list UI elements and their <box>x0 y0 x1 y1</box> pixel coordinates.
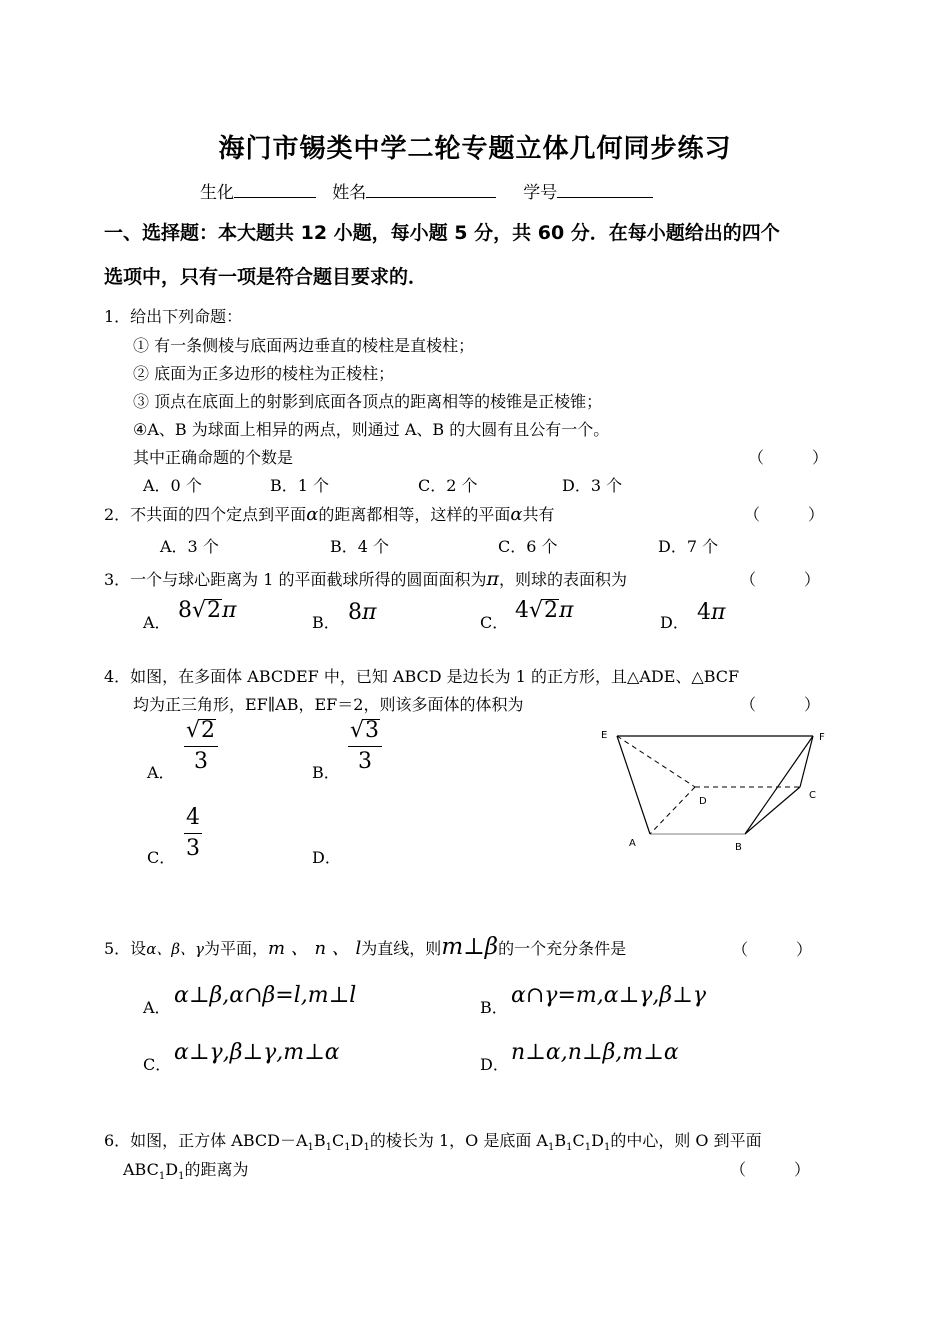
edge-da <box>650 787 695 834</box>
q6-sub-d1: 1 <box>363 1142 370 1154</box>
q3-rad-c: 2 <box>544 598 559 623</box>
q6-line1-a: 6．如图，正方体 ABCD－A <box>104 1131 308 1150</box>
q3-stem <box>104 567 627 590</box>
q6-letter-b2: B <box>554 1131 567 1150</box>
polyhedron-figure <box>595 722 840 852</box>
q6-letter-d: D <box>350 1131 364 1150</box>
q4-num-c: 4 <box>184 803 202 834</box>
q3-coef-d: 4 <box>697 600 711 625</box>
q3-option-a-expr: 8√2π <box>178 598 237 623</box>
page-title: 海门市锡类中学二轮专题立体几何同步练习 <box>218 134 732 164</box>
edge-fb <box>745 736 813 834</box>
q6-line1 <box>104 1128 762 1153</box>
q6-letter-c: C <box>332 1131 345 1150</box>
q4-num-a: 2 <box>201 718 216 743</box>
q1-ask: 其中正确命题的个数是 <box>133 448 294 467</box>
q2-option-d: D．7 个 <box>658 537 719 556</box>
q6-line2-b: 的距离为 <box>184 1160 249 1179</box>
number-label: 学号 <box>523 183 558 203</box>
q5-label-d: D． <box>480 1055 509 1074</box>
q4-den-b: 3 <box>358 749 373 774</box>
q4-frac-c <box>184 803 202 864</box>
edge-ed <box>617 736 695 787</box>
q6-letter-d3: D <box>165 1160 179 1179</box>
q6-letter-b: B <box>313 1131 326 1150</box>
fig-label-b: B <box>735 842 742 852</box>
class-blank <box>234 181 316 198</box>
q3-coef-a: 8 <box>178 598 192 623</box>
q5-lines: m 、 n 、 l <box>267 938 362 959</box>
q5-label-c: C． <box>143 1055 172 1074</box>
fig-label-d: D <box>699 796 707 807</box>
q1-option-d: D．3 个 <box>562 476 623 495</box>
q1-item-1: ① 有一条侧棱与底面两边垂直的棱柱是直棱柱； <box>133 336 475 355</box>
fig-label-e: E <box>601 730 608 741</box>
q3-paren: （ ） <box>740 570 821 589</box>
class-label: 生化 <box>200 183 234 203</box>
q3-rad-a: 2 <box>207 598 222 623</box>
q4-den-a: 3 <box>194 749 209 774</box>
q4-label-c: C． <box>147 848 176 867</box>
q3-label-c: C． <box>480 613 509 632</box>
q5-option-b: α∩γ=m,α⊥γ,β⊥γ <box>511 983 706 1008</box>
q6-sub-b1: 1 <box>325 1142 333 1154</box>
q4-frac-b: $\frac{√3}{3}$ <box>348 716 382 777</box>
q6-sub-d1b: 1 <box>603 1142 611 1154</box>
fig-label-c: C <box>809 790 816 801</box>
number-blank <box>557 181 653 198</box>
q6-paren: （ ） <box>730 1160 811 1179</box>
q6-sub-c1c: 1 <box>158 1171 166 1183</box>
q4-paren: （ ） <box>740 695 821 714</box>
q5-option-c: α⊥γ,β⊥γ,m⊥α <box>174 1040 340 1065</box>
q1-paren: （ ） <box>748 448 829 467</box>
q1-item-3: ③ 顶点在底面上的射影到底面各顶点的距离相等的棱锥是正棱锥； <box>133 392 603 411</box>
q4-label-a: A． <box>147 763 175 782</box>
q3-pi-a: π <box>222 598 237 623</box>
q2-stem-c: 共有 <box>522 505 555 524</box>
q5-label-a: A． <box>143 998 171 1017</box>
q3-coef-b: 8 <box>348 600 362 625</box>
q4-den-c: 3 <box>186 836 200 861</box>
q6-sub-a1b: 1 <box>547 1142 555 1154</box>
q5-option-a: α⊥β,α∩β=l,m⊥l <box>174 983 357 1008</box>
q4-num-b: 3 <box>365 718 380 743</box>
q2-paren: （ ） <box>744 505 825 524</box>
q2-stem-b: 的距离都相等，这样的平面 <box>318 505 511 524</box>
q1-item-4: ④A、B 为球面上相异的两点，则通过 A、B 的大圆有且公有一个。 <box>133 420 610 439</box>
q3-option-b-expr <box>348 600 376 625</box>
section1-line2: 选项中，只有一项是符合题目要求的． <box>104 266 428 288</box>
q6-line1-b: 的棱长为 1，O 是底面 A <box>369 1131 548 1150</box>
q1-item-2: ② 底面为正多边形的棱柱为正棱柱； <box>133 364 395 383</box>
q6-line2-a: ABC <box>123 1160 159 1179</box>
q6-sub-c1b: 1 <box>584 1142 592 1154</box>
q6-sub-a1: 1 <box>307 1142 314 1154</box>
q3-pi-d: π <box>711 600 726 625</box>
q5-paren: （ ） <box>732 940 813 959</box>
q6-sub-b1b: 1 <box>566 1142 573 1154</box>
q5-stem-c: 为直线，则 <box>361 939 442 958</box>
q5-greek: α、β、γ <box>146 940 204 958</box>
q5-option-d: n⊥α,n⊥β,m⊥α <box>511 1040 679 1065</box>
q2-option-a: A．3 个 <box>160 537 219 556</box>
q4-label-b: B． <box>312 763 340 782</box>
q1-stem: 1．给出下列命题： <box>104 307 243 326</box>
q2-option-c: C．6 个 <box>498 537 558 556</box>
name-blank <box>366 181 496 198</box>
q3-pi-b: π <box>362 600 377 625</box>
section1-line1: 一、选择题：本大题共 12 小题，每小题 5 分，共 60 分．在每小题给出的四个 <box>104 222 780 244</box>
q2-alpha-1: α <box>306 504 319 525</box>
info-line <box>200 178 653 203</box>
q1-option-b: B．1 个 <box>270 476 330 495</box>
fig-label-f: F <box>819 732 825 743</box>
fig-label-a: A <box>629 838 636 849</box>
q6-letter-c2: C <box>572 1131 585 1150</box>
q4-label-d: D． <box>312 848 341 867</box>
q1-option-c: C．2 个 <box>418 476 478 495</box>
q3-pi-c: π <box>559 598 574 623</box>
q3-label-a: A． <box>143 613 171 632</box>
q3-stem-b: ，则球的表面积为 <box>499 570 628 589</box>
q3-label-d: D． <box>660 613 689 632</box>
q5-cond: m⊥β <box>441 934 499 960</box>
q5-stem-a: 5．设 <box>104 939 147 958</box>
q4-line1: 4．如图，在多面体 ABCDEF 中，已知 ABCD 是边长为 1 的正方形，且△ADE、△BCF <box>104 667 740 686</box>
q5-stem-b: 为平面， <box>203 939 268 958</box>
q6-line1-c: 的中心，则 O 到平面 <box>610 1131 762 1150</box>
q3-pi: π <box>486 568 500 590</box>
q2-stem <box>104 502 555 525</box>
edge-ea <box>617 736 650 834</box>
q6-letter-d2: D <box>591 1131 604 1150</box>
q2-alpha-2: α <box>510 504 523 525</box>
q5-label-b: B． <box>480 998 508 1017</box>
q5-stem-d: 的一个充分条件是 <box>498 939 627 958</box>
q4-line2: 均为正三角形，EF∥AB，EF＝2，则该多面体的体积为 <box>133 695 524 714</box>
q6-sub-d1c: 1 <box>178 1171 185 1183</box>
q1-option-a: A．0 个 <box>143 476 202 495</box>
q2-option-b: B．4 个 <box>330 537 390 556</box>
q6-line2 <box>123 1157 248 1182</box>
edge-fc <box>800 736 813 787</box>
q3-coef-c: 4 <box>515 598 529 623</box>
q3-option-d-expr <box>697 600 725 625</box>
q2-stem-a: 2．不共面的四个定点到平面 <box>104 505 307 524</box>
q4-frac-a: $\frac{√2}{3}$ <box>184 716 218 777</box>
name-label: 姓名 <box>332 183 367 203</box>
q3-option-c-expr: 4√2π <box>515 598 574 623</box>
q3-label-b: B． <box>312 613 340 632</box>
q6-sub-c1: 1 <box>344 1142 351 1154</box>
q5-stem <box>104 934 626 960</box>
q3-stem-a: 3．一个与球心距离为 1 的平面截球所得的圆面面积为 <box>104 570 487 589</box>
